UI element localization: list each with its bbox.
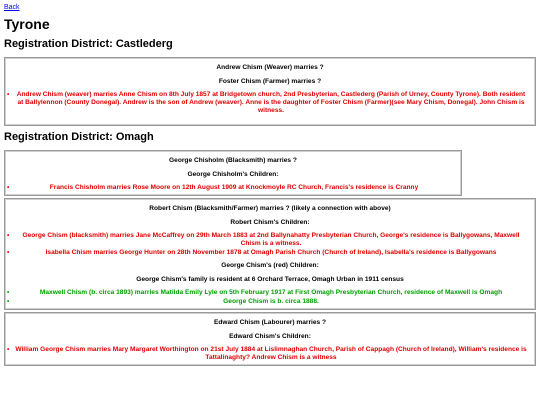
family-block-andrew-chism xyxy=(4,57,536,126)
marriage-record: • Francis Chisholm marries Rose Moore on 12th August 1909 at Knockmoyle RC Church, Francis's residence is Cranny xyxy=(7,184,459,192)
marriage-record: • George Chism (blacksmith) marries Jane McCaffrey on 29th March 1883 at 2nd Ballynahatty Presbyterian Church, George's residence is Ballygowans, Maxwell Chism is a witness. xyxy=(7,232,533,248)
marriage-record: • William George Chism marries Mary Margaret Worthington on 21st July 1884 at Lislimnaghan Church, Parish of Cappagh (Church of Ireland), William's residence is Tattalinaghty? Andrew Chism is a witness xyxy=(7,346,533,362)
family-children-heading: Edward Chism's Children: xyxy=(229,333,311,340)
family-head-line: Robert Chism (Blacksmith/Farmer) marries ? (likely a connection with above) xyxy=(149,205,391,212)
marriage-record: • Andrew Chism (weaver) marries Anne Chism on 8th July 1857 at Bridgetown church, 2nd Presbyterian, Castlederg (Parish of Urney, County Tyrone). Both resident at Ballylennon (County Donegal). Andrew is the son of Andrew (weaver). Anne is the daughter of Foster Chism (Farmer)(see Mary Chism, Donegal). John Chism is witness. xyxy=(7,91,533,115)
family-block-robert-chism xyxy=(4,198,536,310)
marriage-list xyxy=(7,232,533,257)
marriage-list xyxy=(7,289,533,306)
marriage-list xyxy=(7,184,459,192)
birth-record: • George Chism is b. circa 1888. xyxy=(7,298,533,306)
marriage-list xyxy=(7,91,533,115)
district-heading-castlederg: Registration District: Castlederg xyxy=(4,38,173,50)
family-block-edward-chism xyxy=(4,312,536,366)
marriage-record: • Isabella Chism marries George Hunter on 28th November 1878 at Omagh Parish Church (Church of Ireland), Isabella's residence is Ballygowans xyxy=(7,249,533,257)
family-head-line: Foster Chism (Farmer) marries ? xyxy=(218,78,322,85)
family-children-heading: Robert Chism's Children: xyxy=(230,219,310,226)
page-title: Tyrone xyxy=(4,16,50,32)
census-note: George Chism's family is resident at 6 Orchard Terrace, Omagh Urban in 1911 census xyxy=(136,276,404,283)
district-heading-omagh: Registration District: Omagh xyxy=(4,131,154,143)
family-head-line: George Chisholm (Blacksmith) marries ? xyxy=(169,157,297,164)
family-head-line: Edward Chism (Labourer) marries ? xyxy=(213,319,327,326)
family-head-line: Andrew Chism (Weaver) marries ? xyxy=(216,64,324,71)
marriage-record: • Maxwell Chism (b. circa 1893) marries Matilda Emily Lyle on 5th February 1917 at First Omagh Presbyterian Church, residence of Maxwell is Omagh xyxy=(7,289,533,297)
family-block-george-chisholm xyxy=(4,150,462,196)
family-children-heading: George Chism's (red) Children: xyxy=(221,262,319,269)
back-link[interactable]: Back xyxy=(4,4,20,11)
family-children-heading: George Chisholm's Children: xyxy=(187,171,279,178)
marriage-list xyxy=(7,346,533,362)
